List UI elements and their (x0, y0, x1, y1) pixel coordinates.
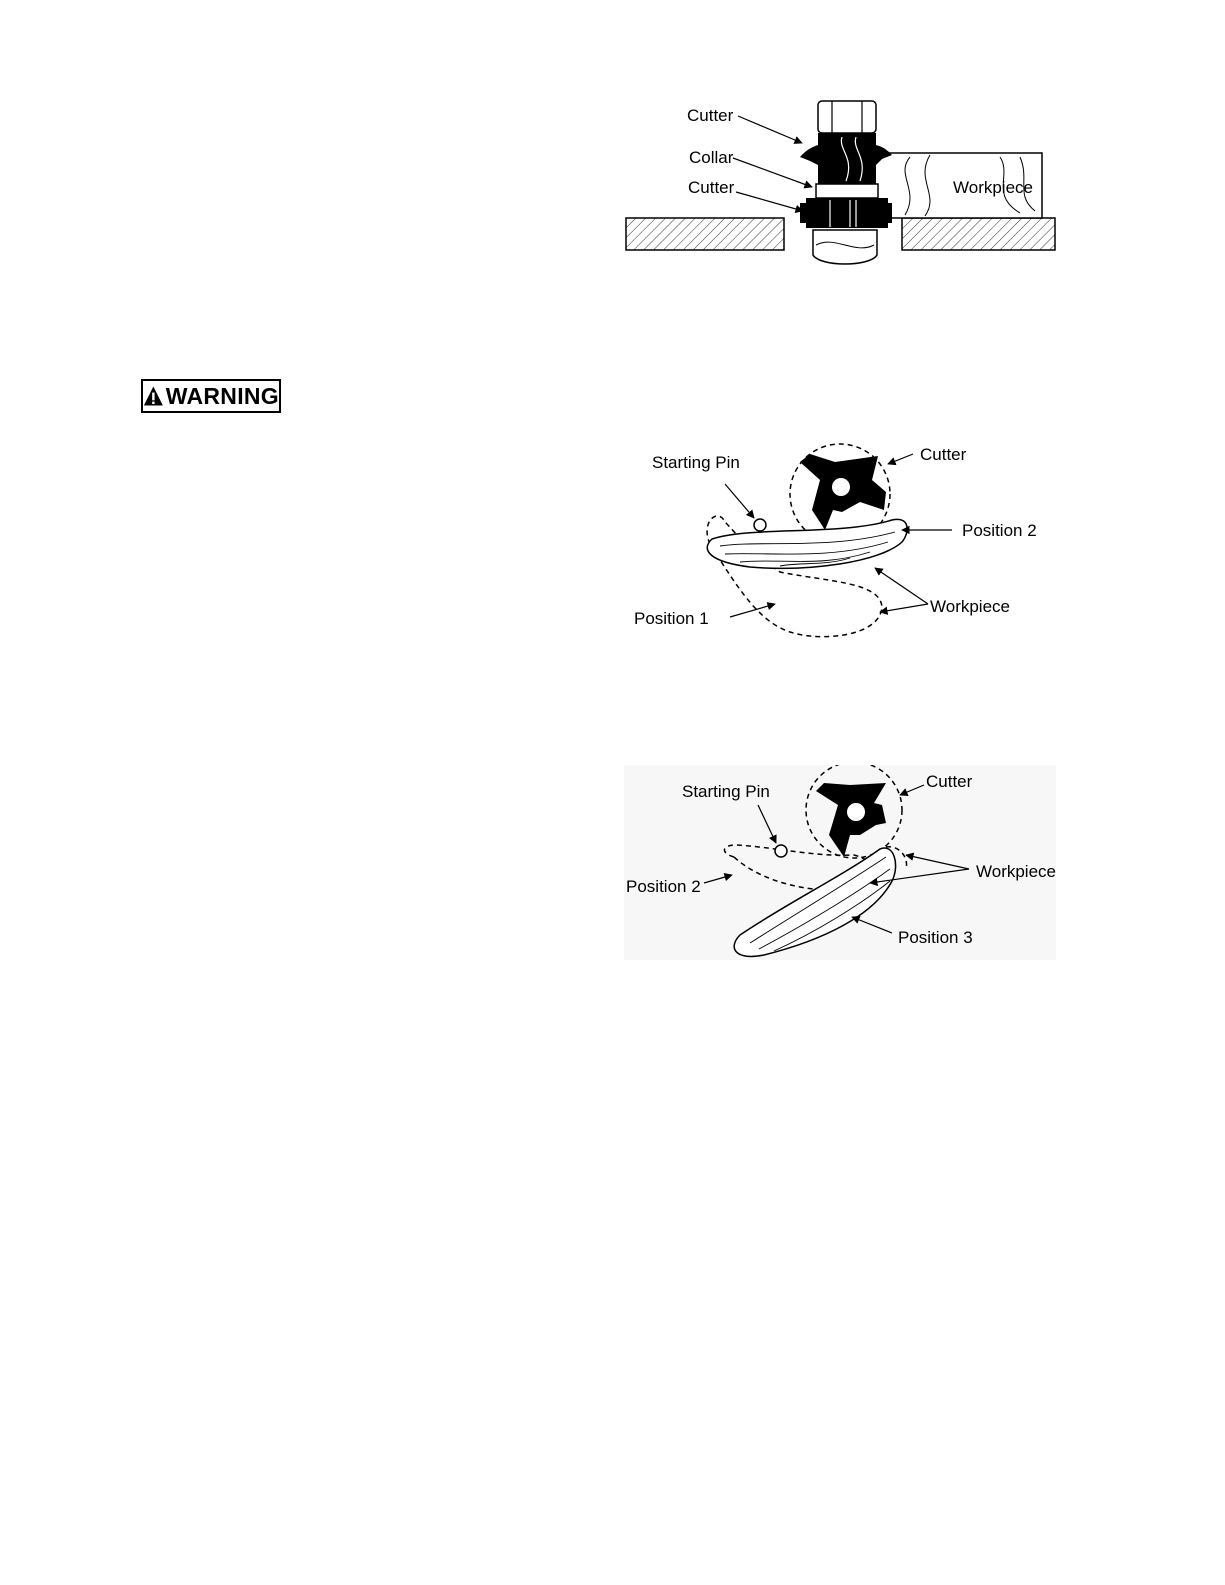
label-cutter-bottom: Cutter (688, 178, 735, 197)
label-starting-pin: Starting Pin (652, 453, 740, 472)
starting-pin (754, 519, 766, 531)
collar (816, 184, 878, 198)
label-cutter-top: Cutter (687, 106, 734, 125)
table-right (902, 218, 1055, 250)
lower-cutter (800, 198, 892, 228)
label-workpiece: Workpiece (976, 862, 1056, 881)
label-position-1: Position 1 (634, 609, 709, 628)
table-left (626, 218, 784, 250)
warning-badge (141, 379, 281, 413)
label-position-3: Position 3 (898, 928, 973, 947)
starting-pin (775, 845, 787, 857)
spindle-nut (818, 101, 876, 133)
figure-stacked-cutters (620, 95, 1065, 270)
label-position-2: Position 2 (962, 521, 1037, 540)
warning-label: WARNING (165, 382, 279, 409)
figure-starting-pin-position-2 (630, 432, 1060, 652)
label-cutter: Cutter (920, 445, 967, 464)
label-starting-pin: Starting Pin (682, 782, 770, 801)
cutter-head (800, 454, 886, 530)
label-position-2: Position 2 (626, 877, 701, 896)
label-cutter: Cutter (926, 772, 973, 791)
warning-triangle-icon (143, 384, 164, 408)
label-collar: Collar (689, 148, 734, 167)
label-workpiece: Workpiece (953, 178, 1033, 197)
figure-starting-pin-position-3 (624, 765, 1056, 960)
label-workpiece: Workpiece (930, 597, 1010, 616)
workpiece-position-2 (707, 519, 907, 568)
